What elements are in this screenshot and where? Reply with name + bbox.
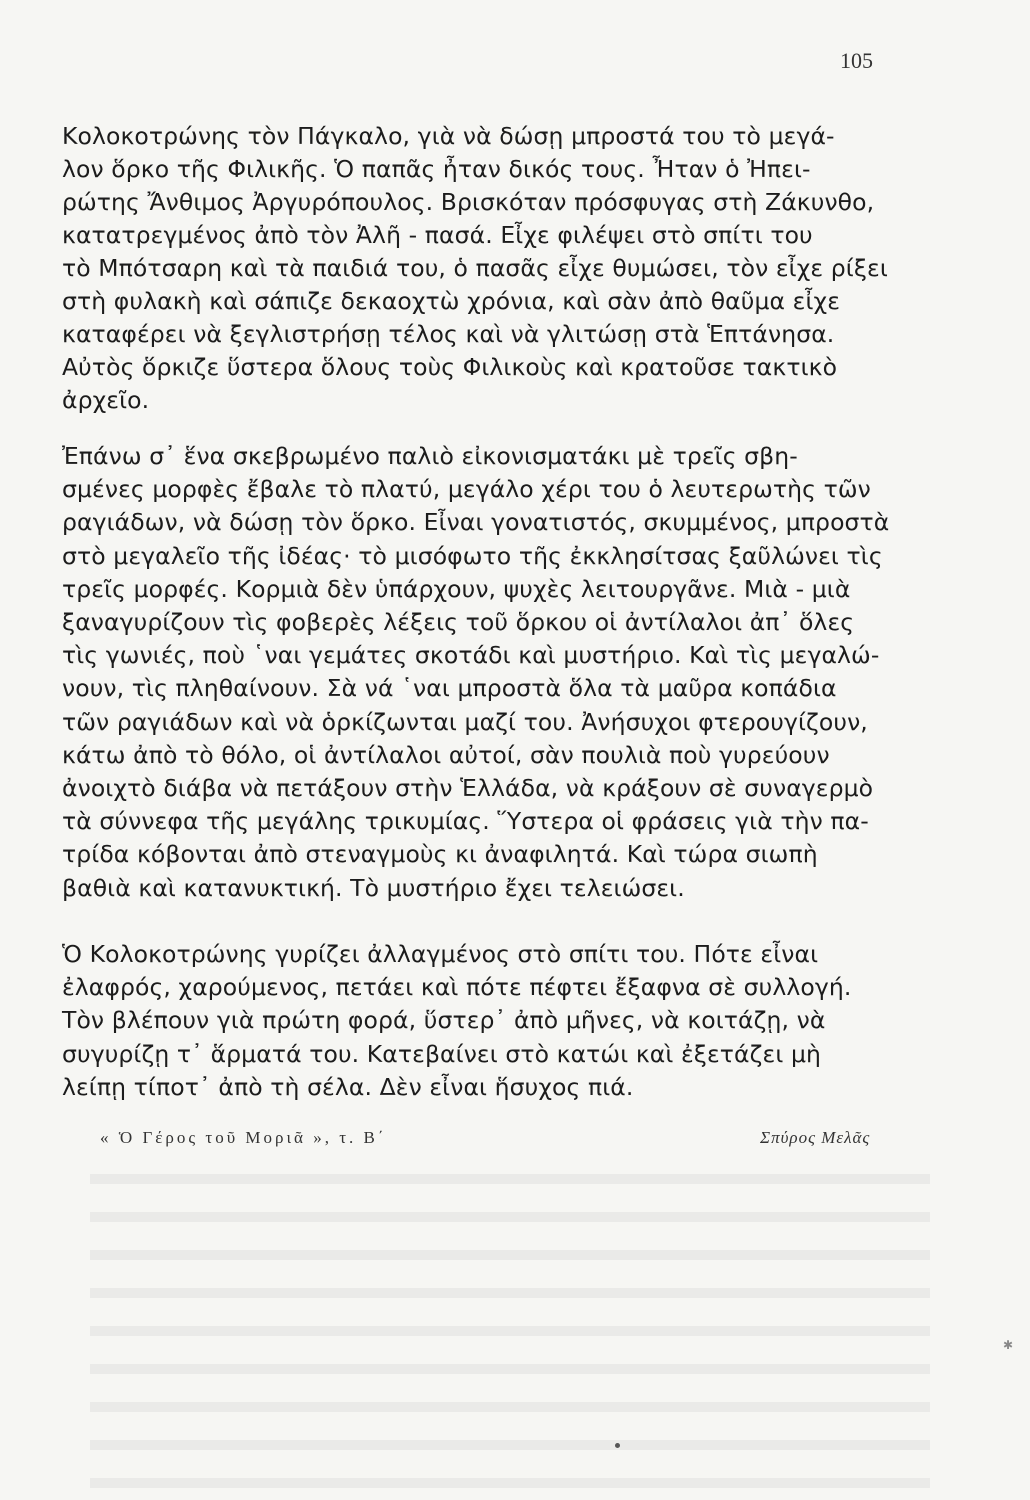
text-line: τὰ σύννεφα τῆς μεγάλης τρικυμίας. Ὕστερα οἱ φράσεις γιὰ τὴν πα-: [62, 807, 869, 836]
text-line: Ἐπάνω σ᾽ ἕνα σκεβρωμένο παλιὸ εἰκονισματάκι μὲ τρεῖς σβη-: [62, 442, 798, 470]
text-line: ξαναγυρίζουν τὶς φοβερὲς λέξεις τοῦ ὅρκου οἱ ἀντίλαλοι ἀπ᾽ ὅλες: [62, 608, 855, 637]
text-line: τῶν ραγιάδων καὶ νὰ ὁρκίζωνται μαζί του. Ἀνήσυχοι φτερουγίζουν,: [62, 707, 868, 736]
text-line: καταφέρει νὰ ξεγλιστρήσῃ τέλος καὶ νὰ γλιτώσῃ στὰ Ἑπτάνησα.: [62, 320, 835, 348]
paragraph-3: [62, 938, 924, 1104]
text-line: τρεῖς μορφές. Κορμιὰ δὲν ὑπάρχουν, ψυχὲς λειτουργᾶνε. Μιὰ - μιὰ: [62, 574, 851, 603]
bleed-through-texture: [90, 1160, 930, 1490]
text-line: Αὐτὸς ὅρκιζε ὕστερα ὅλους τοὺς Φιλικοὺς καὶ κρατοῦσε τακτικὸ: [62, 353, 838, 381]
text-line: λον ὅρκο τῆς Φιλικῆς. Ὁ παπᾶς ἦταν δικός τους. Ἦταν ὁ Ἠπει-: [62, 155, 811, 183]
author-name: Σπύρος Μελᾶς: [760, 1128, 871, 1147]
text-line: ραγιάδων, νὰ δώσῃ τὸν ὅρκο. Εἶναι γονατιστός, σκυμμένος, μπροστὰ: [62, 508, 890, 537]
paragraph-2: [62, 440, 924, 905]
text-line: νουν, τὶς πληθαίνουν. Σὰ νά ῾ναι μπροστὰ ὅλα τὰ μαῦρα κοπάδια: [62, 674, 837, 703]
text-line: Τὸν βλέπουν γιὰ πρώτη φορά, ὕστερ᾽ ἀπὸ μῆνες, νὰ κοιτάζῃ, νὰ: [62, 1006, 826, 1035]
text-line: Κολοκοτρώνης τὸν Πάγκαλο, γιὰ νὰ δώσῃ μπροστά του τὸ μεγά-: [62, 122, 835, 150]
text-line: συγυρίζῃ τ᾽ ἅρματά του. Κατεβαίνει στὸ κατώι καὶ ἐξετάζει μὴ: [62, 1039, 821, 1068]
text-line: τρίδα κόβονται ἀπὸ στεναγμοὺς κι ἀναφιλητά. Καὶ τώρα σιωπὴ: [62, 840, 818, 869]
text-line: ἀνοιχτὸ διάβα νὰ πετάξουν στὴν Ἑλλάδα, νὰ κράξουν σὲ συναγερμὸ: [62, 774, 874, 803]
text-line: κάτω ἀπὸ τὸ θόλο, οἱ ἀντίλαλοι αὐτοί, σὰν πουλιὰ ποὺ γυρεύουν: [62, 740, 830, 769]
text-line: τὸ Μπότσαρη καὶ τὰ παιδιά του, ὁ πασᾶς εἶχε θυμώσει, τὸν εἶχε ρίξει: [62, 254, 888, 282]
margin-mark-icon: ✱: [1003, 1338, 1014, 1352]
text-line: ἀρχεῖο.: [62, 386, 150, 414]
page-number: 105: [840, 48, 873, 73]
text-line: Ὁ Κολοκοτρώνης γυρίζει ἀλλαγμένος στὸ σπίτι του. Πότε εἶναι: [62, 940, 819, 968]
text-line: σμένες μορφὲς ἔβαλε τὸ πλατύ, μεγάλο χέρι του ὁ λευτερωτὴς τῶν: [62, 475, 871, 504]
text-line: κατατρεγμένος ἀπὸ τὸν Ἀλῆ - πασά. Εἶχε φιλέψει στὸ σπίτι του: [62, 221, 813, 249]
text-line: τὶς γωνιές, ποὺ ῾ναι γεμάτες σκοτάδι καὶ μυστήριο. Καὶ τὶς μεγαλώ-: [62, 641, 880, 670]
ink-dot: [615, 1443, 620, 1448]
text-line: ρώτης Ἄνθιμος Ἀργυρόπουλος. Βρισκόταν πρόσφυγας στὴ Ζάκυνθο,: [62, 188, 875, 216]
text-line: στὴ φυλακὴ καὶ σάπιζε δεκαοχτὼ χρόνια, καὶ σὰν ἀπὸ θαῦμα εἶχε: [62, 287, 841, 315]
text-line: λείπῃ τίποτ᾽ ἀπὸ τὴ σέλα. Δὲν εἶναι ἥσυχος πιά.: [62, 1072, 634, 1101]
text-line: βαθιὰ καὶ κατανυκτική. Τὸ μυστήριο ἔχει τελειώσει.: [62, 873, 685, 902]
text-line: στὸ μεγαλεῖο τῆς ἰδέας· τὸ μισόφωτο τῆς ἐκκλησίτσας ξαῦλώνει τὶς: [62, 541, 883, 570]
paragraph-1: [62, 120, 924, 417]
source-citation: « Ὁ Γέρος τοῦ Μοριᾶ », τ. Β΄: [100, 1128, 387, 1147]
text-line: ἐλαφρός, χαρούμενος, πετάει καὶ πότε πέφτει ἔξαφνα σὲ συλλογή.: [62, 973, 852, 1002]
